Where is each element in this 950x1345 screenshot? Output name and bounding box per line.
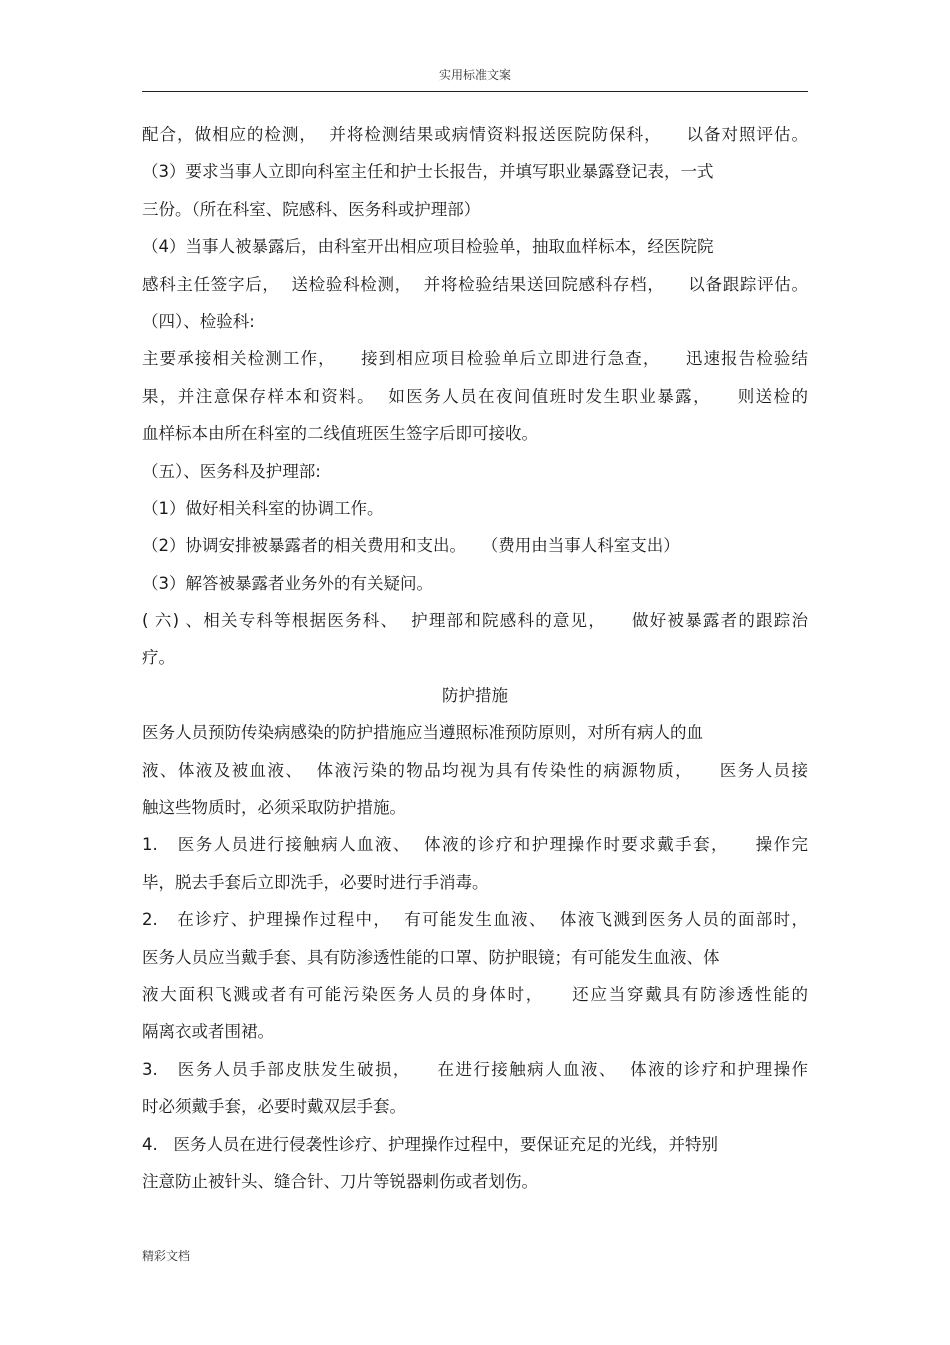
- document-body: [142, 116, 808, 1200]
- text-line: 医务人员预防传染病感染的防护措施应当遵照标准预防原则，对所有病人的血: [142, 723, 703, 743]
- text-line: 液大面积飞溅或者有可能污染医务人员的身体时， 还应当穿戴具有防渗透性能的: [142, 984, 808, 1004]
- text-line: （3）要求当事人立即向科室主任和护士长报告，并填写职业暴露登记表，一式: [142, 162, 714, 182]
- text-line: 三份。（所在科室、院感科、医务科或护理部）: [142, 199, 481, 219]
- text-line: 液、体液及被血液、 体液污染的物品均视为具有传染性的病源物质， 医务人员接: [142, 760, 808, 780]
- text-line: ( 六) 、相关专科等根据医务科、 护理部和院感科的意见， 做好被暴露者的跟踪治: [142, 611, 808, 631]
- text-line: 毕，脱去手套后立即洗手，必要时进行手消毒。: [142, 872, 489, 892]
- text-line: 感科主任签字后， 送检验科检测， 并将检验结果送回院感科存档， 以备跟踪评估。: [142, 274, 808, 294]
- page-footer: 精彩文档: [142, 1249, 191, 1263]
- text-line: （2）协调安排被暴露者的相关费用和支出。 （费用由当事人科室支出）: [142, 536, 680, 556]
- section-heading: （四）、检验科:: [142, 311, 255, 331]
- section-heading: （五）、医务科及护理部:: [142, 461, 321, 481]
- text-line: 2. 在诊疗、护理操作过程中， 有可能发生血液、 体液飞溅到医务人员的面部时，: [142, 910, 808, 930]
- text-line: 触这些物质时，必须采取防护措施。: [142, 798, 406, 818]
- header-divider: [142, 91, 808, 92]
- section-title: 防护措施: [442, 685, 508, 705]
- text-line: （4）当事人被暴露后，由科室开出相应项目检验单，抽取血样标本，经医院院: [142, 237, 714, 257]
- text-line: 主要承接相关检测工作， 接到相应项目检验单后立即进行急查， 迅速报告检验结: [142, 349, 808, 369]
- text-line: 隔离衣或者围裙。: [142, 1022, 274, 1042]
- text-line: 血样标本由所在科室的二线值班医生签字后即可接收。: [142, 424, 538, 444]
- text-line: 4. 医务人员在进行侵袭性诊疗、护理操作过程中，要保证充足的光线，并特别: [142, 1134, 718, 1154]
- text-line: 1. 医务人员进行接触病人血液、 体液的诊疗和护理操作时要求戴手套， 操作完: [142, 835, 808, 855]
- text-line: 医务人员应当戴手套、具有防渗透性能的口罩、防护眼镜；有可能发生血液、体: [142, 947, 720, 967]
- text-line: 时必须戴手套，必要时戴双层手套。: [142, 1097, 406, 1117]
- text-line: 3. 医务人员手部皮肤发生破损， 在进行接触病人血液、 体液的诊疗和护理操作: [142, 1059, 808, 1079]
- text-line: 注意防止被针头、缝合针、刀片等锐器刺伤或者划伤。: [142, 1171, 538, 1191]
- text-line: （3）解答被暴露者业务外的有关疑问。: [142, 573, 433, 593]
- text-line: 疗。: [142, 648, 175, 668]
- text-line: 果，并注意保存样本和资料。 如医务人员在夜间值班时发生职业暴露， 则送检的: [142, 386, 808, 406]
- page-header: 实用标准文案: [438, 68, 511, 82]
- text-line: 配合，做相应的检测， 并将检测结果或病情资料报送医院防保科， 以备对照评估。: [142, 125, 808, 144]
- text-line: （1）做好相关科室的协调工作。: [142, 498, 384, 518]
